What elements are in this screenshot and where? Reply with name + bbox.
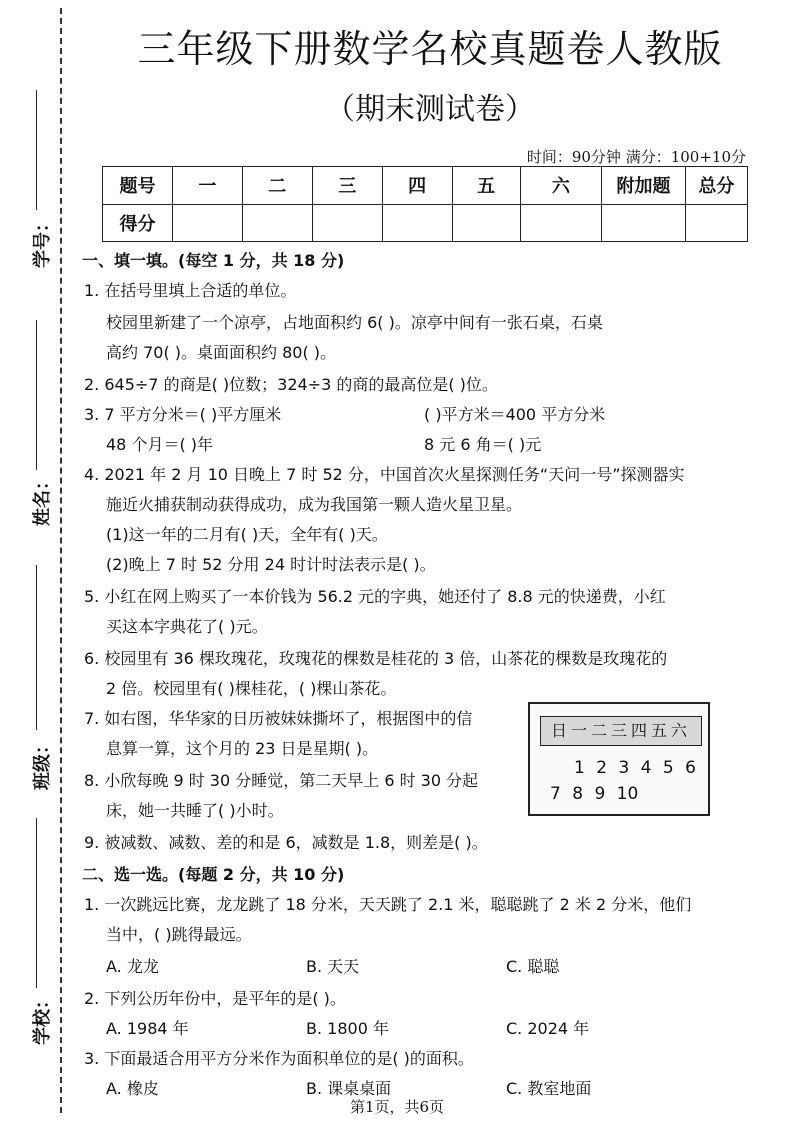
score-header-cell: 附加题 — [602, 167, 686, 205]
xingming-blank-line — [36, 320, 37, 470]
s2q2-option-c[interactable]: C. 2024 年 — [506, 1019, 590, 1038]
banji-label: 班级： — [32, 736, 53, 790]
s2q2-option-a[interactable]: A. 1984 年 — [106, 1019, 189, 1038]
q4-sub1: (1)这一年的二月有( )天，全年有( )天。 — [106, 525, 388, 544]
calendar-row-2: 7 8 9 10 — [550, 784, 639, 804]
s2q1-option-b[interactable]: B. 天天 — [306, 957, 360, 976]
time-score-info: 时间：90分钟 满分：100+10分 — [526, 148, 746, 166]
q3b-left: 48 个月＝( )年 — [106, 435, 214, 454]
score-cell[interactable] — [452, 204, 520, 242]
score-cell[interactable] — [312, 204, 382, 242]
score-cell[interactable] — [242, 204, 312, 242]
q2: 2. 645÷7 的商是( )位数；324÷3 的商的最高位是( )位。 — [84, 375, 498, 394]
q3b-right: 8 元 6 角＝( )元 — [424, 435, 542, 454]
page-subtitle: （期末测试卷） — [325, 92, 535, 127]
xuehao-blank-line — [36, 90, 37, 210]
score-header-cell: 总分 — [685, 167, 747, 205]
score-table-header-row — [103, 167, 748, 205]
xuexiao-blank-line — [36, 818, 37, 988]
page-title: 三年级下册数学名校真题卷人教版 — [137, 27, 723, 71]
s2q3-option-b[interactable]: B. 课桌桌面 — [306, 1079, 392, 1098]
score-cell[interactable] — [172, 204, 242, 242]
score-header-cell: 三 — [312, 167, 382, 205]
banji-blank-line — [36, 565, 37, 730]
s2q1-option-a[interactable]: A. 龙龙 — [106, 957, 159, 976]
q3a-left: 3. 7 平方分米＝( )平方厘米 — [84, 405, 282, 424]
xingming-label: 姓名： — [32, 472, 53, 526]
torn-calendar-figure — [528, 702, 710, 816]
score-row-label: 得分 — [103, 204, 173, 242]
q5-line2: 买这本字典花了( )元。 — [106, 617, 268, 636]
score-table — [102, 166, 748, 242]
s2q1-line2: 当中，( )跳得最远。 — [106, 925, 252, 944]
q4-sub2: (2)晚上 7 时 52 分用 24 时计时法表示是( )。 — [106, 555, 436, 574]
s2q1-option-c[interactable]: C. 聪聪 — [506, 957, 560, 976]
s2q3-option-c[interactable]: C. 教室地面 — [506, 1079, 592, 1098]
binding-dashed-line — [60, 8, 62, 1113]
score-header-cell: 六 — [520, 167, 602, 205]
s2q1-line1: 1. 一次跳远比赛，龙龙跳了 18 分米，天天跳了 2.1 米，聪聪跳了 2 米 2 分米，他们 — [84, 895, 692, 914]
s2q3-option-a[interactable]: A. 橡皮 — [106, 1079, 159, 1098]
q4-line1: 4. 2021 年 2 月 10 日晚上 7 时 52 分，中国首次火星探测任务“天问一号”探测器实 — [84, 465, 685, 484]
q1-line2: 校园里新建了一个凉亭，占地面积约 6( )。凉亭中间有一张石桌，石桌 — [106, 313, 603, 332]
section2-heading: 二、选一选。(每题 2 分，共 10 分) — [82, 865, 345, 884]
score-header-cell: 二 — [242, 167, 312, 205]
section1-heading: 一、填一填。(每空 1 分，共 18 分) — [82, 251, 345, 270]
calendar-row-1: 1 2 3 4 5 6 — [574, 758, 696, 778]
s2q3: 3. 下面最适合用平方分米作为面积单位的是( )的面积。 — [84, 1049, 474, 1068]
q6-line2: 2 倍。校园里有( )棵桂花，( )棵山茶花。 — [106, 679, 397, 698]
q6-line1: 6. 校园里有 36 棵玫瑰花，玫瑰花的棵数是桂花的 3 倍，山茶花的棵数是玫瑰花的 — [84, 649, 668, 668]
s2q2-option-b[interactable]: B. 1800 年 — [306, 1019, 389, 1038]
score-cell[interactable] — [382, 204, 452, 242]
q7-line1: 7. 如右图，华华家的日历被妹妹撕坏了，根据图中的信 — [84, 709, 473, 728]
score-table-score-row — [103, 204, 748, 242]
q1-line3: 高约 70( )。桌面面积约 80( )。 — [106, 343, 337, 362]
score-cell[interactable] — [602, 204, 686, 242]
q8-line2: 床，她一共睡了( )小时。 — [106, 801, 284, 820]
q9: 9. 被减数、减数、差的和是 6，减数是 1.8，则差是( )。 — [84, 833, 488, 852]
calendar-weekday-header: 日一二三四五六 — [540, 716, 702, 746]
score-cell[interactable] — [685, 204, 747, 242]
q3a-right: ( )平方米＝400 平方分米 — [424, 405, 606, 424]
q1-stem: 1. 在括号里填上合适的单位。 — [84, 281, 297, 300]
score-header-cell: 题号 — [103, 167, 173, 205]
score-header-cell: 五 — [452, 167, 520, 205]
q4-line2: 施近火捕获制动获得成功，成为我国第一颗人造火星卫星。 — [106, 495, 523, 514]
s2q2: 2. 下列公历年份中，是平年的是( )。 — [84, 989, 346, 1008]
q8-line1: 8. 小欣每晚 9 时 30 分睡觉，第二天早上 6 时 30 分起 — [84, 771, 479, 790]
score-cell[interactable] — [520, 204, 602, 242]
xuexiao-label: 学校： — [32, 991, 53, 1045]
score-header-cell: 四 — [382, 167, 452, 205]
xuehao-label: 学号： — [32, 214, 53, 268]
page-number-footer: 第1页，共6页 — [349, 1098, 445, 1116]
q7-line2: 息算一算，这个月的 23 日是星期( )。 — [106, 739, 379, 758]
score-header-cell: 一 — [172, 167, 242, 205]
q5-line1: 5. 小红在网上购买了一本价钱为 56.2 元的字典，她还付了 8.8 元的快递费，小红 — [84, 587, 666, 606]
